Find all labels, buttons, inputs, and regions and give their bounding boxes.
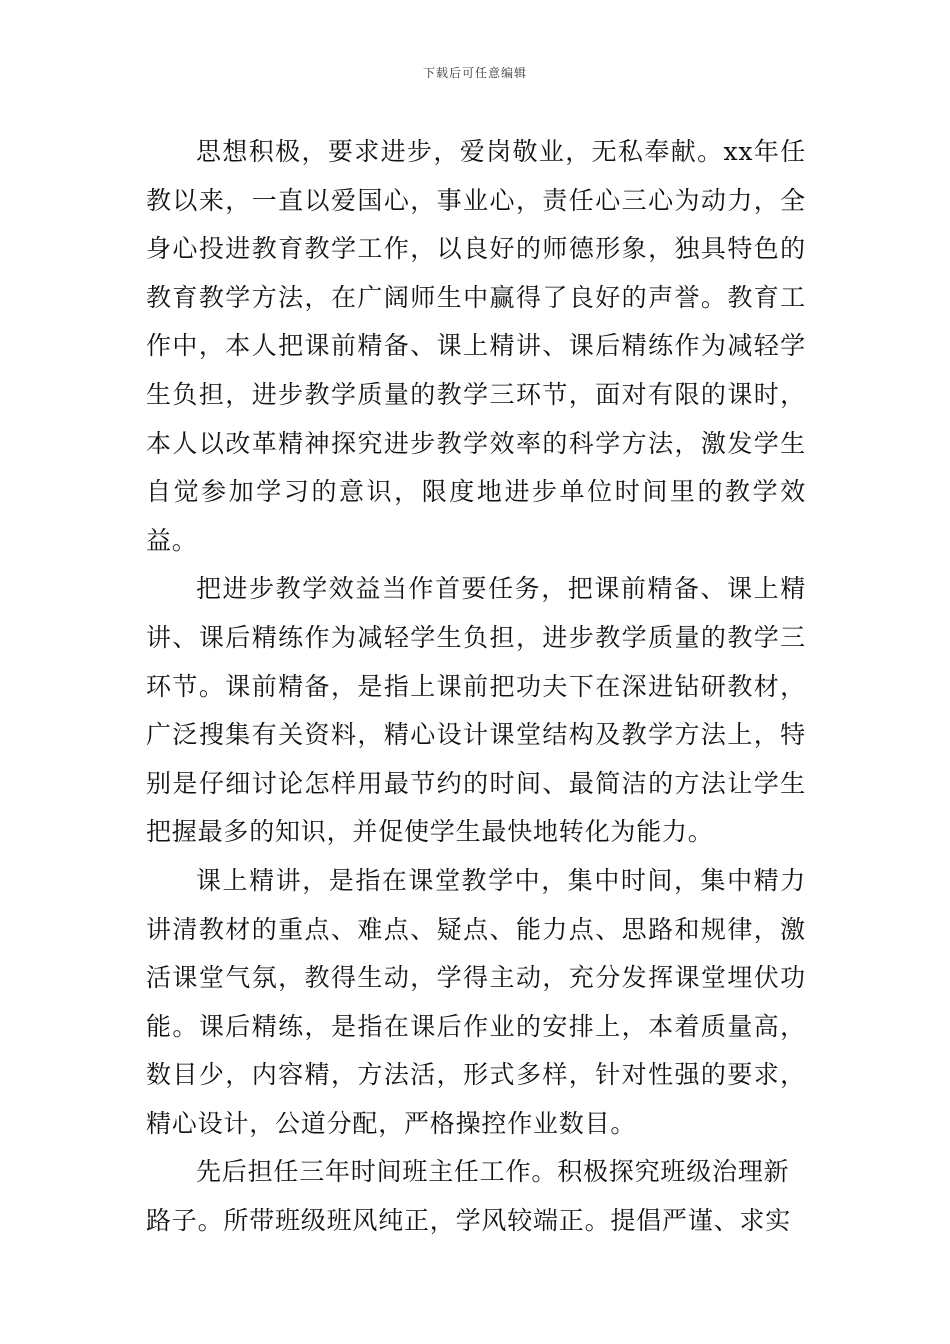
document-body xyxy=(146,128,806,1246)
paragraph-4: 先后担任三年时间班主任工作。积极探究班级治理新路子。所带班级班风纯正，学风较端正。提倡严谨、求实 xyxy=(146,1157,792,1236)
page-header: 下载后可任意编辑 xyxy=(422,66,527,80)
paragraph-1: 思想积极，要求进步，爱岗敬业，无私奉献。xx年任教以来，一直以爱国心，事业心，责任心三心为动力，全身心投进教育教学工作，以良好的师德形象，独具特色的教育教学方法，在广阔师生中赢得了良好的声誉。教育工作中，本人把课前精备、课上精讲、课后精练作为减轻学生负担，进步教学质量的教学三环节，面对有限的课时，本人以改革精神探究进步教学效率的科学方法，激发学生自觉参加学习的意识，限度地进步单位时间里的教学效益。 xyxy=(146,137,806,555)
paragraph-3: 课上精讲，是指在课堂教学中，集中时间，集中精力讲清教材的重点、难点、疑点、能力点、思路和规律，激活课堂气氛，教得生动，学得主动，充分发挥课堂埋伏功能。课后精练，是指在课后作业的安排上，本着质量高，数目少，内容精，方法活，形式多样，针对性强的要求，精心设计，公道分配，严格操控作业数目。 xyxy=(146,865,806,1138)
paragraph-2: 把进步教学效益当作首要任务，把课前精备、课上精讲、课后精练作为减轻学生负担，进步教学质量的教学三环节。课前精备，是指上课前把功夫下在深进钻研教材，广泛搜集有关资料，精心设计课堂结构及教学方法上，特别是仔细讨论怎样用最节约的时间、最简洁的方法让学生把握最多的知识，并促使学生最快地转化为能力。 xyxy=(146,574,806,847)
